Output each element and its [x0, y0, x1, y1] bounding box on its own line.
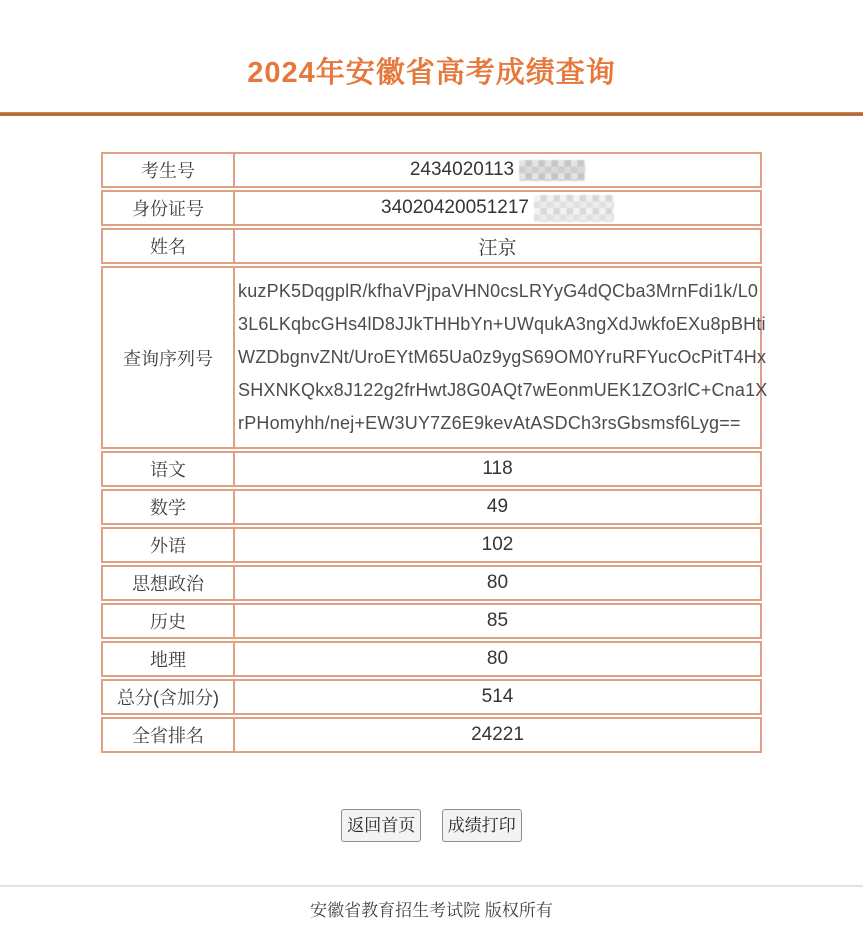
table-row-math	[101, 489, 762, 525]
serial-line: rPHomyhh/nej+EW3UY7Z6E9kevAtASDCh3rsGbsmsf6Lyg==	[238, 413, 741, 433]
score-query-result	[101, 152, 768, 753]
serial-line: 3L6LKqbcGHs4lD8JJkTHHbYn+UWqukA3ngXdJwkfoEXu8pBHti	[238, 314, 766, 334]
table-row-chinese	[101, 451, 762, 487]
table-row-total-score	[101, 679, 762, 715]
table-row-exam-number	[101, 152, 762, 188]
query-serial-value	[235, 268, 771, 447]
row-label: 外语	[103, 529, 235, 561]
row-label: 思想政治	[103, 567, 235, 599]
score-table	[101, 152, 768, 753]
table-row-geography	[101, 641, 762, 677]
total-score-value: 514	[481, 686, 514, 707]
footer-copyright: 安徽省教育招生考试院 版权所有	[310, 901, 553, 920]
foreign-language-score-value: 102	[481, 534, 514, 555]
row-label: 数学	[103, 491, 235, 523]
table-row-id-number	[101, 190, 762, 226]
serial-line: SHXNKQkx8J122g2frHwtJ8G0AQt7wEonmUEK1ZO3rlC+Cna1X	[238, 380, 768, 400]
geography-score-value: 80	[486, 648, 509, 669]
history-score-value: 85	[486, 610, 509, 631]
table-row-name	[101, 228, 762, 264]
serial-line: kuzPK5DqgplR/kfhaVPjpaVHN0csLRYyG4dQCba3MrnFdi1k/L0	[238, 281, 759, 301]
candidate-name-value: 汪京	[478, 237, 517, 259]
print-score-button[interactable]: 成绩打印	[442, 809, 522, 842]
serial-line: WZDbgnvZNt/UroEYtM65Ua0z9ygS69OM0YruRFYucOcPitT4Hx	[238, 347, 767, 367]
row-label: 查询序列号	[103, 268, 235, 447]
chinese-score-value: 118	[482, 458, 513, 479]
politics-score-value: 80	[486, 572, 509, 593]
row-label: 历史	[103, 605, 235, 637]
table-row-history	[101, 603, 762, 639]
row-label: 语文	[103, 453, 235, 485]
row-value	[235, 154, 760, 186]
masked-pixelation-block	[519, 160, 585, 181]
footer-divider	[0, 885, 863, 887]
table-row-province-rank	[101, 717, 762, 753]
row-label: 姓名	[103, 230, 235, 262]
row-value	[235, 192, 760, 224]
action-buttons	[0, 809, 863, 842]
province-rank-value: 24221	[471, 724, 524, 745]
table-row-politics	[101, 565, 762, 601]
row-label: 考生号	[103, 154, 235, 186]
page-title: 2024年安徽省高考成绩查询	[247, 57, 616, 89]
row-label: 身份证号	[103, 192, 235, 224]
id-number-value: 34020420051217	[381, 197, 529, 218]
masked-pixelation-block	[534, 195, 614, 222]
exam-number-value: 2434020113	[409, 159, 515, 180]
math-score-value: 49	[486, 496, 509, 517]
table-row-query-serial	[101, 266, 768, 449]
row-label: 全省排名	[103, 719, 235, 751]
row-label: 总分(含加分)	[103, 681, 235, 713]
table-row-foreign-language	[101, 527, 762, 563]
back-home-button[interactable]: 返回首页	[341, 809, 421, 842]
row-label: 地理	[103, 643, 235, 675]
title-divider-rule	[0, 112, 863, 116]
